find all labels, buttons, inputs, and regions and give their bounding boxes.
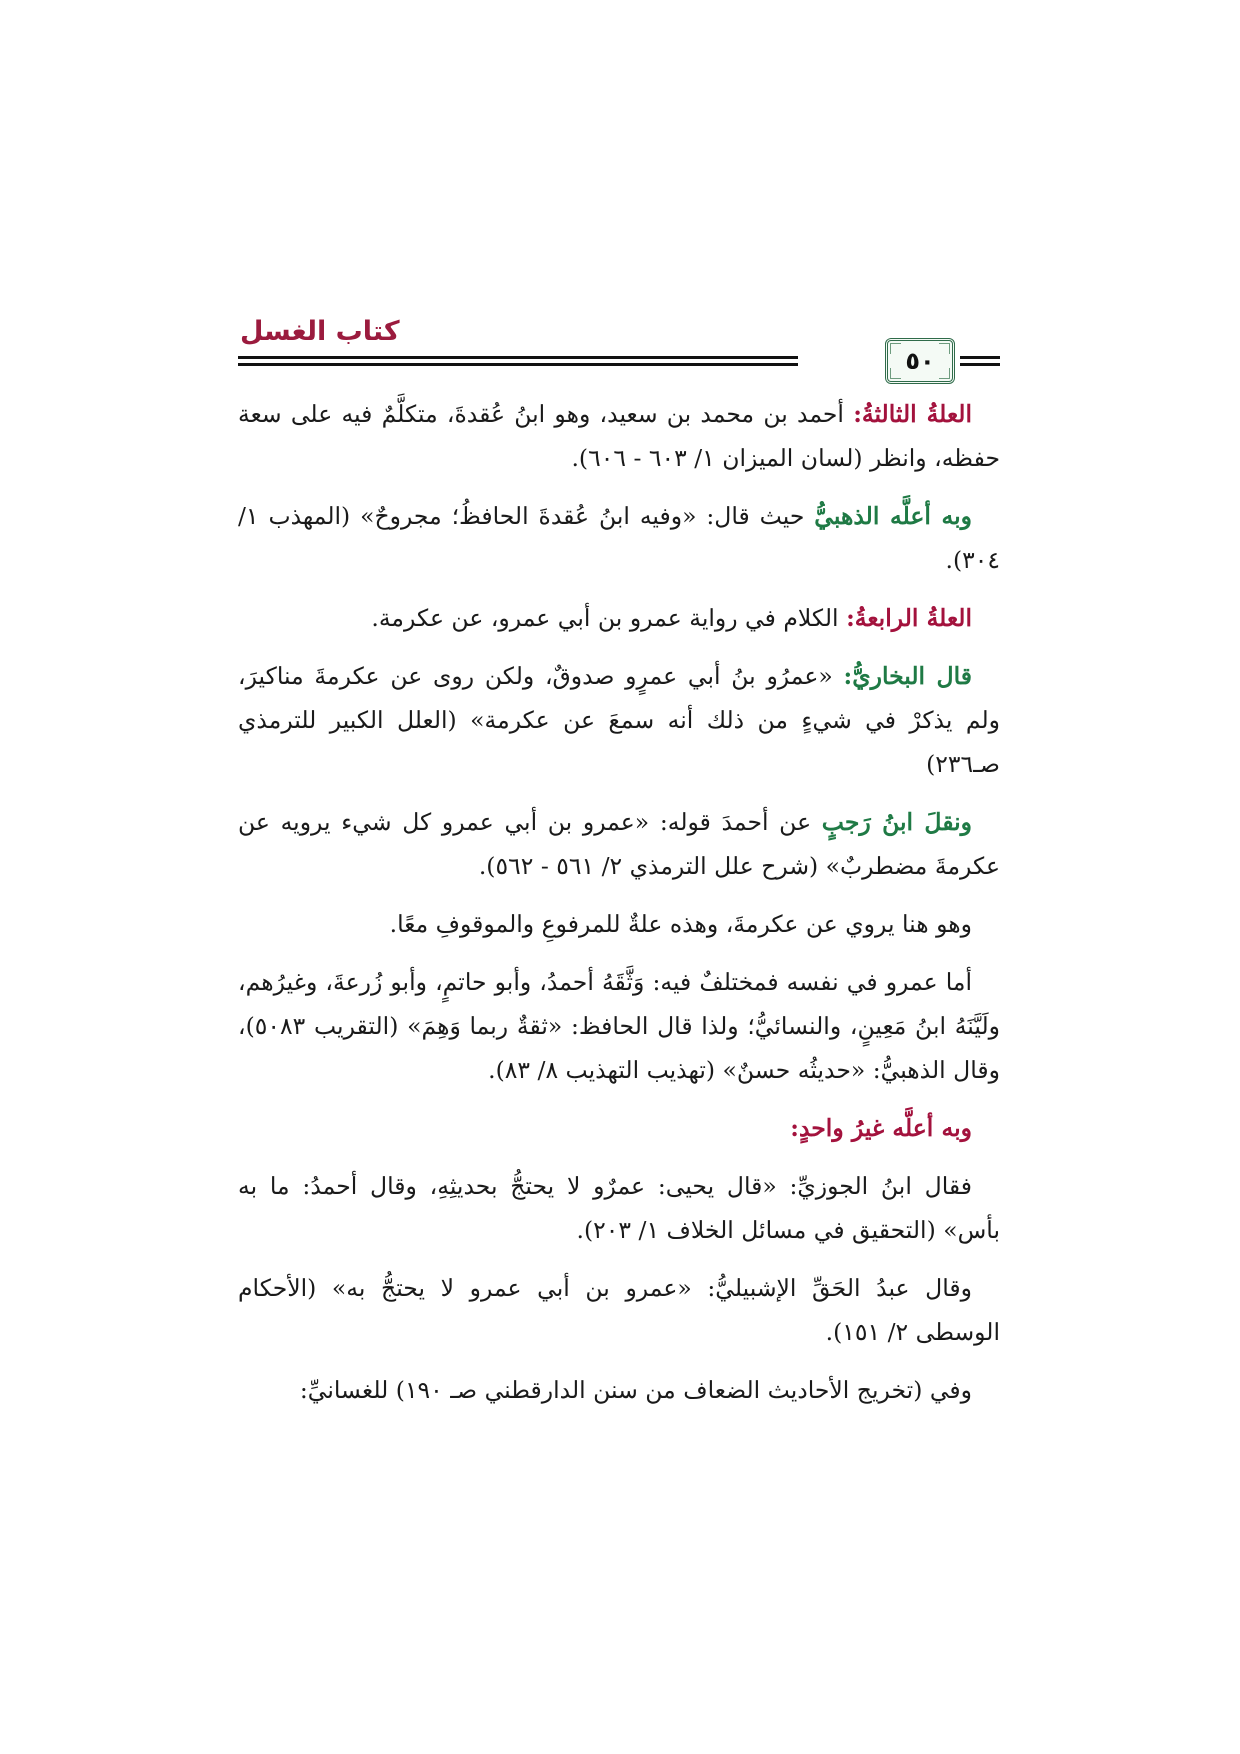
paragraph-text: «عمرُو بنُ أبي عمرٍو صدوقٌ، ولكن روى عن عكرمةَ مناكيرَ، ولم يذكرْ في شيءٍ من ذلك أنه سمعَ عن عكرمة» (العلل الكبير للترمذي صـ٢٣٦) [238, 662, 1000, 778]
header-rule-bottom [238, 363, 798, 366]
page-number: ٥٠ [905, 347, 935, 375]
header-rule-top [238, 356, 798, 359]
body-text [238, 392, 1000, 1426]
paragraph-ibn-jawzi [238, 1164, 1000, 1252]
paragraph-lead: ونقلَ ابنُ رَجبٍ [821, 808, 972, 836]
paragraph-lead: العلةُ الثالثةُ: [853, 400, 972, 428]
paragraph-text: فقال ابنُ الجوزيِّ: «قال يحيى: عمرٌو لا يحتجُّ بحديثِهِ، وقال أحمدُ: ما به بأس» (التحقيق في مسائل الخلاف ١/ ٢٠٣). [238, 1172, 1000, 1244]
paragraph-text: وقال عبدُ الحَقِّ الإشبيليُّ: «عمرو بن أبي عمرو لا يحتجُّ به» (الأحكام الوسطى ٢/ ١٥١). [238, 1274, 1000, 1346]
frame-ornament-corner [939, 343, 950, 354]
paragraph-text: الكلام في رواية عمرو بن أبي عمرو، عن عكرمة. [371, 604, 847, 632]
paragraph-text: وهو هنا يروي عن عكرمةَ، وهذه علةٌ للمرفوعِ والموقوفِ معًا. [389, 910, 972, 938]
paragraph-amr-status [238, 960, 1000, 1092]
paragraph-fourth-defect [238, 596, 1000, 640]
paragraph-third-defect [238, 392, 1000, 480]
paragraph-abd-alhaqq [238, 1266, 1000, 1354]
paragraph-text: عن أحمدَ قوله: «عمرو بن أبي عمرو كل شيء يرويه عن عكرمةَ مضطربٌ» (شرح علل الترمذي ٢/ ٥٦١ - ٥٦٢). [238, 808, 1000, 880]
header-rule-right-top [960, 356, 1000, 359]
paragraph-dhahabi [238, 494, 1000, 582]
header-rule-right-bottom [960, 363, 1000, 366]
paragraph-ibn-rajab [238, 800, 1000, 888]
frame-ornament-corner [939, 368, 950, 379]
paragraph-text: أما عمرو في نفسه فمختلفٌ فيه: وَثَّقَهُ أحمدُ، وأبو حاتمٍ، وأبو زُرعةَ، وغيرُهم، ولَيَّنَهُ ابنُ مَعِينٍ، والنسائيُّ؛ ولذا قال الحافظ: «ثقةٌ ربما وَهِمَ» (التقريب ٥٠٨٣)، وقال الذهبيُّ: «حديثُه حسنٌ» (تهذيب التهذيب ٨/ ٨٣). [238, 968, 1000, 1084]
paragraph-text: حيث قال: «وفيه ابنُ عُقدةَ الحافظُ؛ مجروحٌ» (المهذب ١/ ٣٠٤). [238, 502, 1000, 574]
paragraph-narration-note [238, 902, 1000, 946]
frame-ornament-corner [890, 343, 901, 354]
running-head-title: كتاب الغسل [240, 316, 400, 347]
paragraph-lead: وبه أعلَّه الذهبيُّ [814, 502, 972, 530]
paragraph-lead: قال البخاريُّ: [843, 662, 972, 690]
page-number-frame [885, 338, 955, 384]
paragraph-text: وفي (تخريج الأحاديث الضعاف من سنن الدارقطني صـ ١٩٠) للغسانيِّ: [299, 1376, 972, 1404]
section-subheading: وبه أعلَّه غيرُ واحدٍ: [790, 1114, 972, 1142]
paragraph-text: أحمد بن محمد بن سعيد، وهو ابنُ عُقدةَ، متكلَّمٌ فيه على سعة حفظه، وانظر (لسان الميزان ١/ ٦٠٣ - ٦٠٦). [238, 400, 1000, 472]
paragraph-bukhari [238, 654, 1000, 786]
paragraph-lead: العلةُ الرابعةُ: [846, 604, 972, 632]
frame-ornament-corner [890, 368, 901, 379]
paragraph-ghassani [238, 1368, 1000, 1412]
